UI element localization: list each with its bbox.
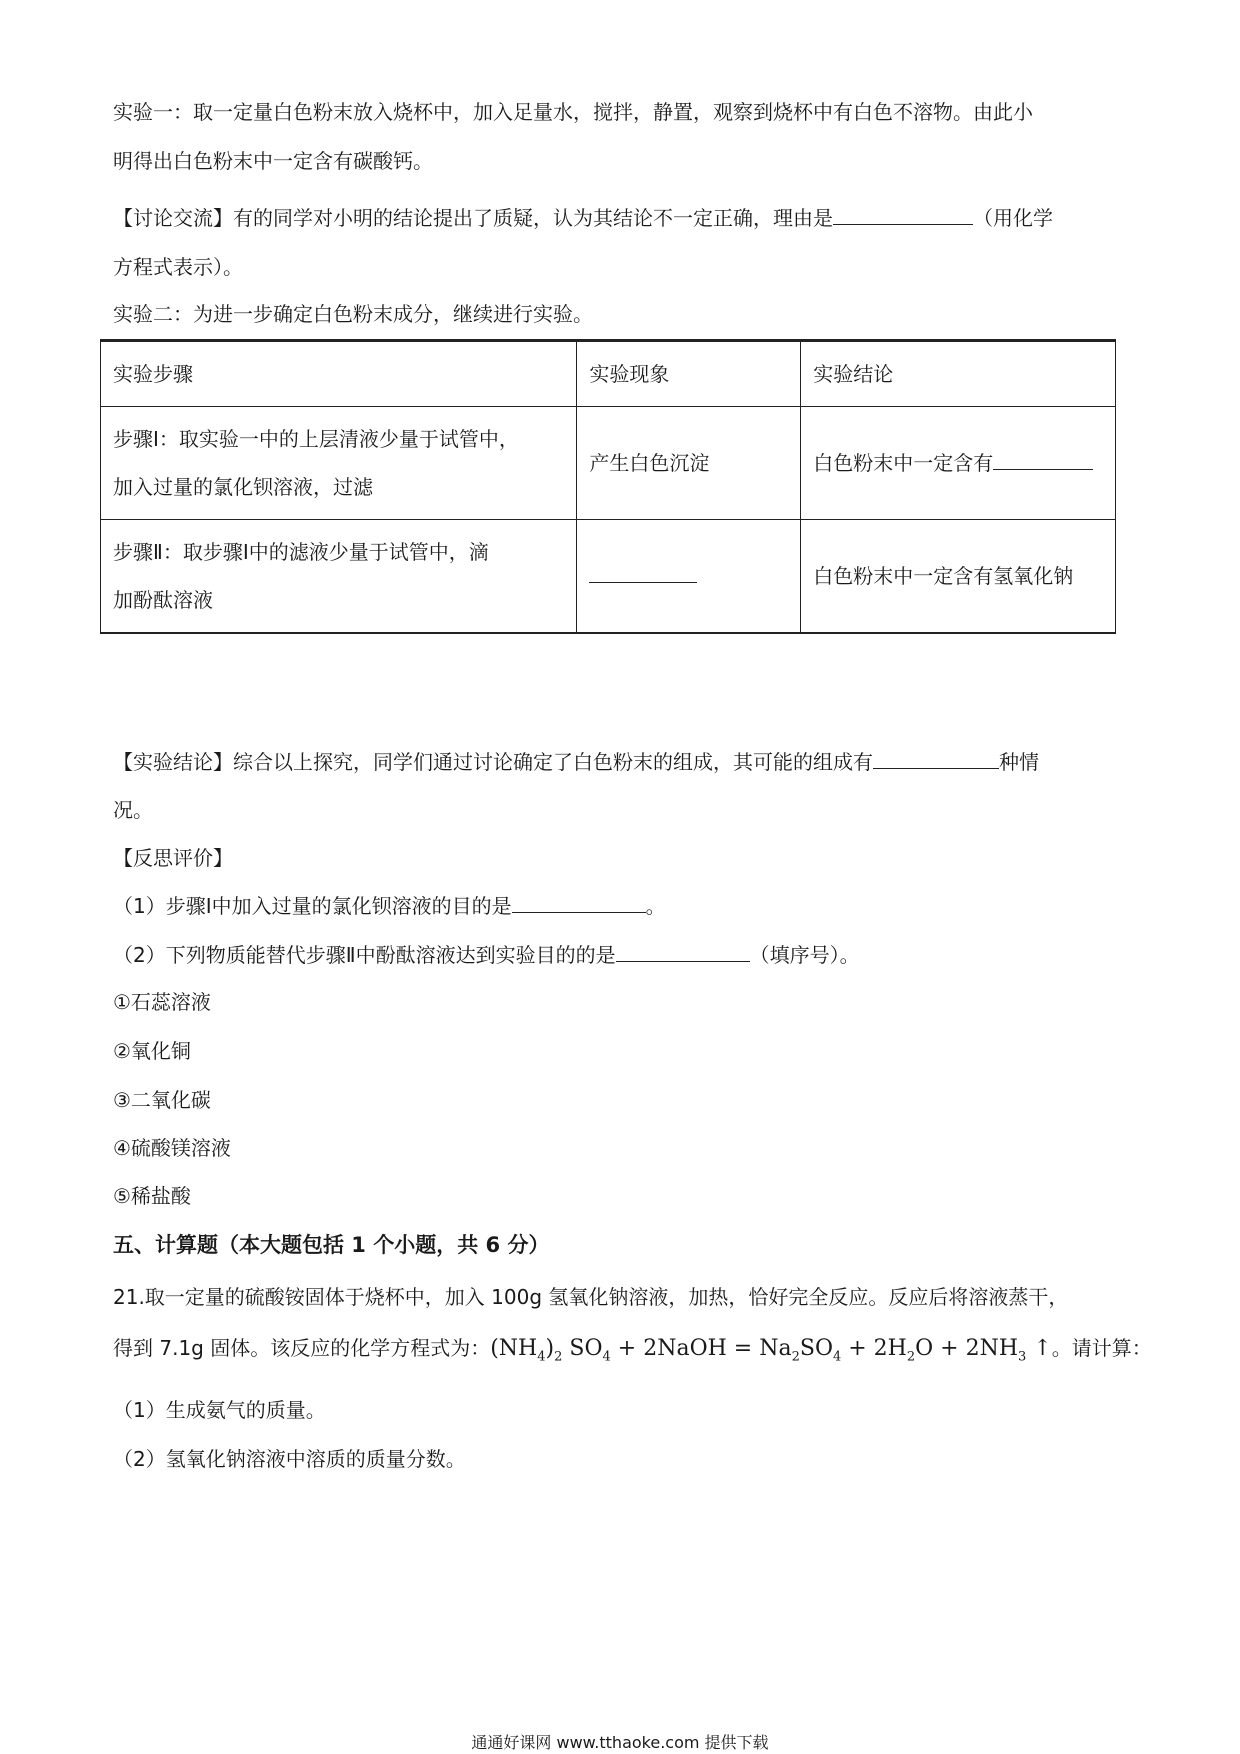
option-item: ③二氧化碳 xyxy=(113,1088,211,1112)
answer-blank-purpose[interactable] xyxy=(512,892,646,913)
reflection-q2 xyxy=(113,941,860,969)
table-row xyxy=(101,407,1116,520)
step-text: 加入过量的氯化钡溶液，过滤 xyxy=(113,475,373,499)
answer-blank-phenomenon[interactable] xyxy=(589,560,697,583)
answer-blank-count[interactable] xyxy=(873,748,999,769)
answer-blank-contains[interactable] xyxy=(993,447,1093,470)
table-cell-conclusion xyxy=(801,407,1116,520)
chemical-equation: $(NH_4)_2$ $SO_4$ + 2NaOH = $Na_2SO_4 + 2H_2O + 2NH_3$ ↑ xyxy=(490,1336,1052,1365)
q1-text-end: 。 xyxy=(645,894,666,918)
conclusion-text: 白色粉末中一定含有 xyxy=(813,451,994,475)
q21-sub-1: （1）生成氨气的质量。 xyxy=(113,1398,326,1422)
table-header-phenomenon: 实验现象 xyxy=(577,341,801,407)
option-item: ②氧化铜 xyxy=(113,1039,191,1063)
q2-text-end: （填序号）。 xyxy=(749,943,860,967)
table-cell-step xyxy=(101,520,577,634)
conclusion-line-2: 况。 xyxy=(113,798,153,822)
discussion-text: 【讨论交流】有的同学对小明的结论提出了质疑，认为其结论不一定正确，理由是 xyxy=(113,206,833,230)
q21-line-1: 21.取一定量的硫酸铵固体于烧杯中，加入 100g 氢氧化钠溶液，加热，恰好完全反应。反应后将溶液蒸干， xyxy=(113,1285,1069,1309)
text-line-1: 实验一：取一定量白色粉末放入烧杯中，加入足量水，搅拌，静置，观察到烧杯中有白色不溶物。由此小 xyxy=(113,100,1033,124)
q21-text: 得到 7.1g 固体。该反应的化学方程式为： xyxy=(113,1336,491,1360)
q21-line-2 xyxy=(113,1334,1152,1371)
answer-blank-reason[interactable] xyxy=(833,204,973,225)
conclusion-text: 【实验结论】综合以上探究，同学们通过讨论确定了白色粉末的组成，其可能的组成有 xyxy=(113,750,873,774)
text-line-4: 方程式表示）。 xyxy=(113,255,243,279)
reflection-title: 【反思评价】 xyxy=(113,846,233,870)
option-item: ⑤稀盐酸 xyxy=(113,1184,191,1208)
table-header-step: 实验步骤 xyxy=(101,341,577,407)
answer-blank-options[interactable] xyxy=(616,941,750,962)
reflection-q1 xyxy=(113,892,666,920)
table-cell-step xyxy=(101,407,577,520)
table-header-conclusion: 实验结论 xyxy=(801,341,1116,407)
table-cell-phenomenon xyxy=(577,520,801,634)
table-cell-phenomenon: 产生白色沉淀 xyxy=(577,407,801,520)
section-heading: 五、计算题（本大题包括 1 个小题，共 6 分） xyxy=(113,1233,550,1257)
text-line-2: 明得出白色粉末中一定含有碳酸钙。 xyxy=(113,149,433,173)
footer-source: 通通好课网 www.tthaoke.com 提供下载 xyxy=(471,1733,769,1752)
q21-sub-2: （2）氢氧化钠溶液中溶质的质量分数。 xyxy=(113,1447,466,1471)
table-cell-conclusion: 白色粉末中一定含有氢氧化钠 xyxy=(801,520,1116,634)
discussion-text-end: （用化学 xyxy=(973,206,1053,230)
q1-text: （1）步骤Ⅰ中加入过量的氯化钡溶液的目的是 xyxy=(113,894,512,918)
text-line-5: 实验二：为进一步确定白色粉末成分，继续进行实验。 xyxy=(113,302,593,326)
q21-text-end: 。请计算： xyxy=(1051,1336,1152,1360)
q2-text: （2）下列物质能替代步骤Ⅱ中酚酞溶液达到实验目的的是 xyxy=(113,943,616,967)
table-header-row xyxy=(101,341,1116,407)
step-text: 步骤Ⅱ：取步骤Ⅰ中的滤液少量于试管中，滴 xyxy=(113,540,489,564)
table-row xyxy=(101,520,1116,634)
discussion-line xyxy=(113,204,1053,232)
experiment-table xyxy=(100,339,1116,634)
option-item: ④硫酸镁溶液 xyxy=(113,1136,231,1160)
step-text: 步骤Ⅰ：取实验一中的上层清液少量于试管中， xyxy=(113,427,519,451)
conclusion-text-end: 种情 xyxy=(999,750,1039,774)
option-item: ①石蕊溶液 xyxy=(113,990,211,1014)
step-text: 加酚酞溶液 xyxy=(113,588,213,612)
conclusion-line xyxy=(113,748,1039,776)
